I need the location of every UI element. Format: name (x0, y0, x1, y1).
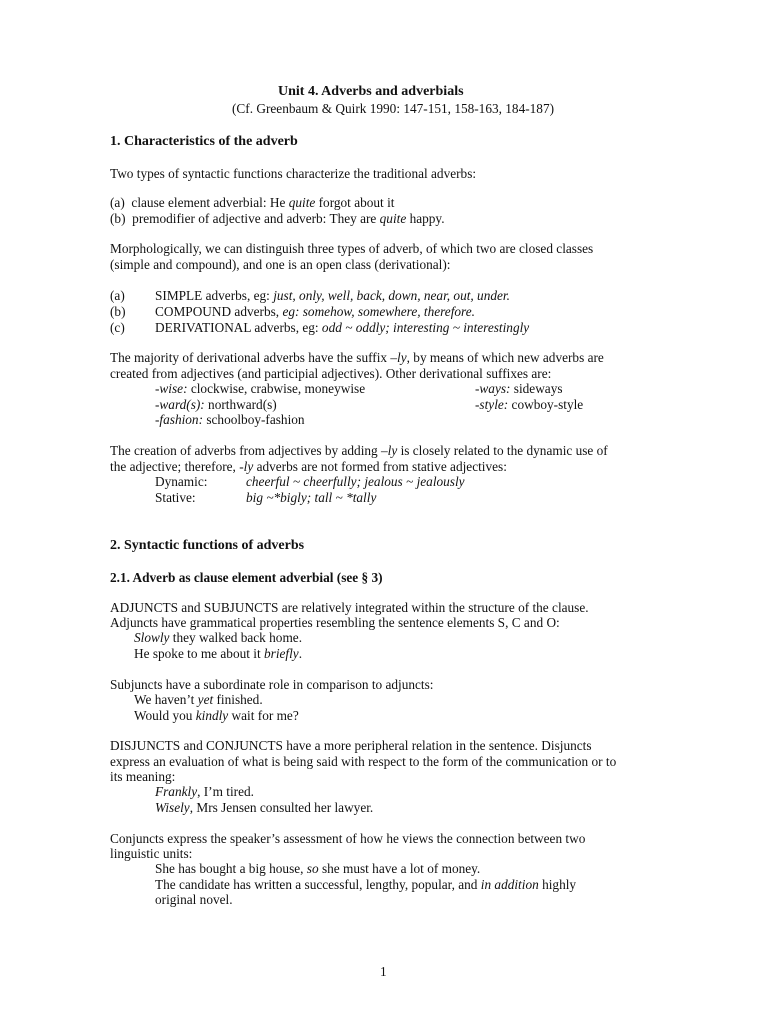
example-wisely: Wisely, Mrs Jensen consulted her lawyer. (155, 800, 374, 815)
disjuncts-line-1: DISJUNCTS and CONJUNCTS have a more peripheral relation in the sentence. Disjuncts (110, 738, 592, 753)
page-number: 1 (380, 964, 387, 979)
stative-examples: big ~*bigly; tall ~ *tally (246, 490, 377, 505)
creation-line-2: the adjective; therefore, -ly adverbs are not formed from stative adjectives: (110, 459, 507, 474)
suffix-wise: -wise: clockwise, crabwise, moneywise (155, 381, 366, 396)
function-item-a: (a) clause element adverbial: He quite forgot about it (110, 195, 395, 210)
conjuncts-line-1: Conjuncts express the speaker’s assessment of how he views the connection between two (110, 831, 586, 846)
dynamic-examples: cheerful ~ cheerfully; jealous ~ jealously (246, 474, 465, 489)
example-yet: We haven’t yet finished. (134, 692, 263, 707)
adjuncts-line-2: Adjuncts have grammatical properties resembling the sentence elements S, C and O: (110, 615, 560, 630)
adjuncts-line-1: ADJUNCTS and SUBJUNCTS are relatively integrated within the structure of the clause. (110, 600, 589, 615)
example-in-addition: The candidate has written a successful, lengthy, popular, and in addition highly (155, 877, 577, 892)
type-item-b-marker: (b) (110, 304, 126, 319)
reference-line: (Cf. Greenbaum & Quirk 1990: 147-151, 158-163, 184-187) (232, 101, 555, 116)
derivational-line-2: created from adjectives (and participial adjectives). Other derivational suffixes are: (110, 366, 552, 381)
stative-label: Stative: (155, 490, 196, 505)
suffix-fashion: -fashion: schoolboy-fashion (155, 412, 305, 427)
dynamic-label: Dynamic: (155, 474, 208, 489)
type-item-a-marker: (a) (110, 288, 125, 303)
morphology-line-1: Morphologically, we can distinguish three types of adverb, of which two are closed classes (110, 241, 594, 256)
example-so: She has bought a big house, so she must have a lot of money. (155, 861, 481, 876)
example-in-addition-cont: original novel. (155, 892, 233, 907)
example-slowly: Slowly they walked back home. (134, 630, 303, 645)
example-frankly: Frankly, I’m tired. (155, 784, 254, 799)
creation-line-1: The creation of adverbs from adjectives by adding –ly is closely related to the dynamic use of (110, 443, 608, 458)
type-item-c: DERIVATIONAL adverbs, eg: odd ~ oddly; interesting ~ interestingly (155, 320, 530, 335)
type-item-a: SIMPLE adverbs, eg: just, only, well, back, down, near, out, under. (155, 288, 510, 303)
section-1-intro: Two types of syntactic functions characterize the traditional adverbs: (110, 166, 477, 181)
suffix-ways: -ways: sideways (475, 381, 563, 396)
section-1-heading: 1. Characteristics of the adverb (110, 134, 298, 149)
type-item-b: COMPOUND adverbs, eg: somehow, somewhere, therefore. (155, 304, 475, 319)
subjuncts-line: Subjuncts have a subordinate role in comparison to adjuncts: (110, 677, 434, 692)
disjuncts-line-3: its meaning: (110, 769, 176, 784)
section-2-heading: 2. Syntactic functions of adverbs (110, 538, 305, 553)
suffix-style: -style: cowboy-style (475, 397, 584, 412)
document-title: Unit 4. Adverbs and adverbials (278, 84, 464, 99)
section-2-1-heading: 2.1. Adverb as clause element adverbial (see § 3) (110, 570, 383, 585)
suffix-ward: -ward(s): northward(s) (155, 397, 277, 412)
derivational-line-1: The majority of derivational adverbs have the suffix –ly, by means of which new adverbs are (110, 350, 604, 365)
morphology-line-2: (simple and compound), and one is an open class (derivational): (110, 257, 451, 272)
type-item-c-marker: (c) (110, 320, 125, 335)
function-item-b: (b) premodifier of adjective and adverb: They are quite happy. (110, 211, 445, 226)
conjuncts-line-2: linguistic units: (110, 846, 193, 861)
disjuncts-line-2: express an evaluation of what is being said with respect to the form of the communication or to (110, 754, 617, 769)
example-kindly: Would you kindly wait for me? (134, 708, 299, 723)
example-briefly: He spoke to me about it briefly. (134, 646, 303, 661)
